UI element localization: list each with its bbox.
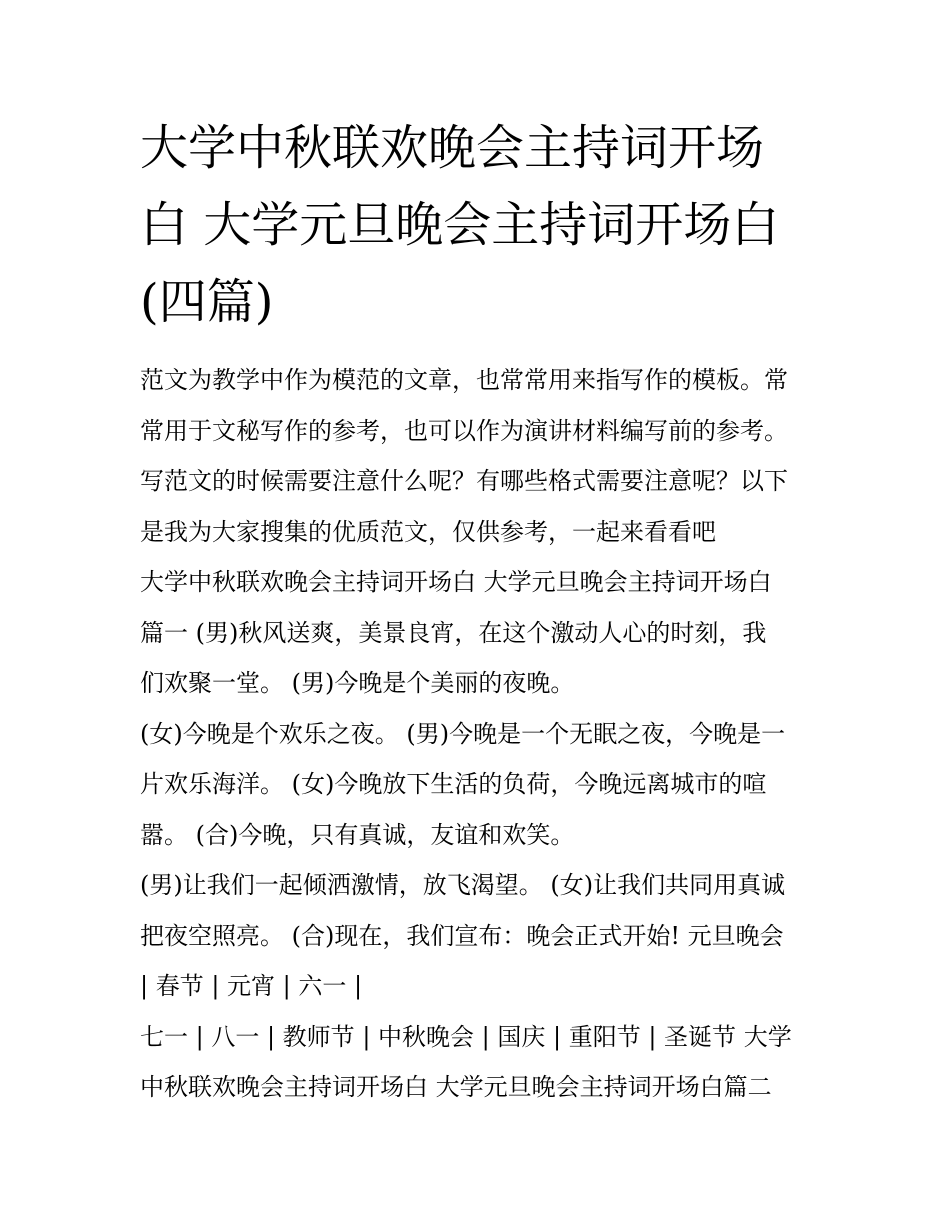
body-line: 们欢聚一堂。 (男)今晚是个美丽的夜晚。 [140,669,575,697]
body-line: 写范文的时候需要注意什么呢？有哪些格式需要注意呢？以下 [140,467,788,495]
body-line: 七一 | 八一 | 教师节 | 中秋晚会 | 国庆 | 重阳节 | 圣诞节 大学 [140,1022,792,1051]
body-line: 常用于文秘写作的参考，也可以作为演讲材料编写前的参考。 [140,416,788,445]
body-line: 中秋联欢晚会主持词开场白 大学元旦晚会主持词开场白篇二 [140,1073,772,1101]
body-line: 是我为大家搜集的优质范文，仅供参考，一起来看看吧 [140,517,716,546]
body-line: 把夜空照亮。 (合)现在，我们宣布：晚会正式开始! 元旦晚会 [140,921,784,950]
title-line: 白 大学元旦晚会主持词开场白 [140,197,780,253]
body-line: (男)让我们一起倾洒激情，放飞渴望。 (女)让我们共同用真诚 [140,871,786,899]
body-line: 嚣。 (合)今晚，只有真诚，友谊和欢笑。 [140,820,575,849]
document-body [140,355,830,1113]
body-line: 片欢乐海洋。 (女)今晚放下生活的负荷，今晚远离城市的喧 [140,770,767,798]
body-line: | 春节 | 元宵 | 六一 | [140,972,363,1000]
body-line: 范文为教学中作为模范的文章，也常常用来指写作的模板。常 [140,366,788,394]
body-line: (女)今晚是个欢乐之夜。 (男)今晚是一个无眠之夜，今晚是一 [140,719,786,748]
document-title [140,110,830,341]
body-line: 篇一 (男)秋风送爽，美景良宵，在这个激动人心的时刻，我 [140,618,767,647]
title-line: (四篇) [140,274,274,330]
title-line: 大学中秋联欢晚会主持词开场 [140,120,765,176]
body-line: 大学中秋联欢晚会主持词开场白 大学元旦晚会主持词开场白 [140,568,772,596]
